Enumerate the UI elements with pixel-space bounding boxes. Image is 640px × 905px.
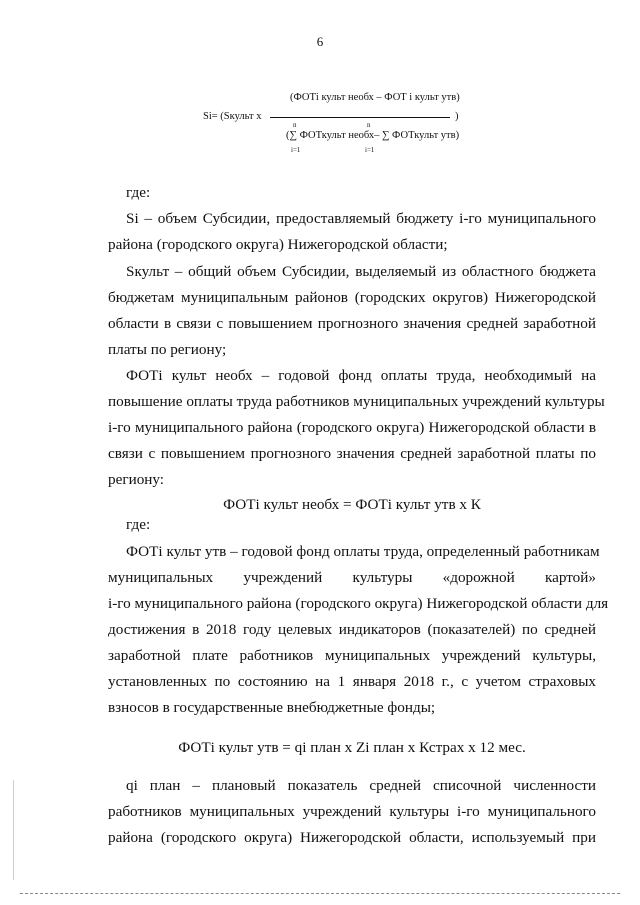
sum-bottom-2: i=1: [365, 146, 375, 154]
def-q-line-2: работников муниципальных учреждений культуры i-го муниципального: [108, 803, 596, 820]
def-fot-utv-line-5: заработной плате работников муниципальных учреждений культуры,: [108, 647, 596, 664]
def-q-line-3: района (городского округа) Нижегородской области, используемый при: [108, 829, 596, 846]
page-number: 6: [316, 34, 324, 49]
def-fot-neobh-line-4: связи с повышением прогнозного значения средней заработной платы по: [108, 445, 596, 462]
formula-si-denominator: (∑ ФОТкульт необх– ∑ ФОТкульт утв): [286, 130, 460, 141]
def-si-line-2: района (городского округа) Нижегородской области;: [108, 236, 448, 253]
sum-bottom-1: i=1: [291, 146, 301, 154]
def-fot-utv-line-3: i-го муниципального района (городского округа) Нижегородской области для: [108, 595, 609, 612]
def-fot-utv-line-2: муниципальных учреждений культуры «дорожной картой»: [108, 569, 596, 586]
fraction-bar: [270, 117, 450, 118]
sum-top-2: n: [367, 121, 371, 129]
def-skult-line-3: области в связи с повышением прогнозного значения средней заработной: [108, 315, 596, 332]
def-fot-neobh-line-3: i-го муниципального района (городского округа) Нижегородской области в: [108, 419, 596, 436]
def-si-line-1: Si – объем Субсидии, предоставляемый бюджету i-го муниципального: [126, 210, 596, 227]
def-q-line-1: qi план – плановый показатель средней списочной численности: [126, 777, 596, 794]
def-skult-line-2: бюджетам муниципальным районов (городских округов) Нижегородской: [108, 289, 596, 306]
def-fot-neobh-line-5: региону:: [108, 471, 165, 488]
def-skult-line-4: платы по региону;: [108, 341, 227, 358]
def-fot-utv-line-6: установленных по состоянию на 1 января 2018 г., с учетом страховых: [108, 673, 596, 690]
formula-utv: ФОТi культ утв = qi план х Zi план х Кстрах х 12 мес.: [178, 739, 526, 756]
where-label-2: где:: [126, 516, 151, 533]
def-fot-utv-line-1: ФОТi культ утв – годовой фонд оплаты труда, определенный работникам: [126, 543, 600, 560]
formula-si-lhs: Si= (Sкульт х: [203, 111, 262, 122]
sum-top-1: n: [293, 121, 297, 129]
formula-si-close: ): [455, 111, 459, 122]
def-skult-line-1: Sкульт – общий объем Субсидии, выделяемый из областного бюджета: [126, 263, 596, 280]
def-fot-neobh-line-2: повышение оплаты труда работников муниципальных учреждений культуры: [108, 393, 605, 410]
scan-bottom-rule: [20, 893, 620, 894]
def-fot-neobh-line-1: ФОТi культ необх – годовой фонд оплаты труда, необходимый на: [126, 367, 596, 384]
def-fot-utv-line-4: достижения в 2018 году целевых индикаторов (показателей) по средней: [108, 621, 596, 638]
formula-neobh: ФОТi культ необх = ФОТi культ утв х К: [223, 496, 481, 513]
where-label-1: где:: [126, 184, 151, 201]
def-fot-utv-line-7: взносов в государственные внебюджетные фонды;: [108, 699, 436, 716]
formula-si-numerator: (ФОТi культ необх – ФОТ i культ утв): [290, 92, 460, 103]
scan-edge-mark: [13, 780, 14, 880]
